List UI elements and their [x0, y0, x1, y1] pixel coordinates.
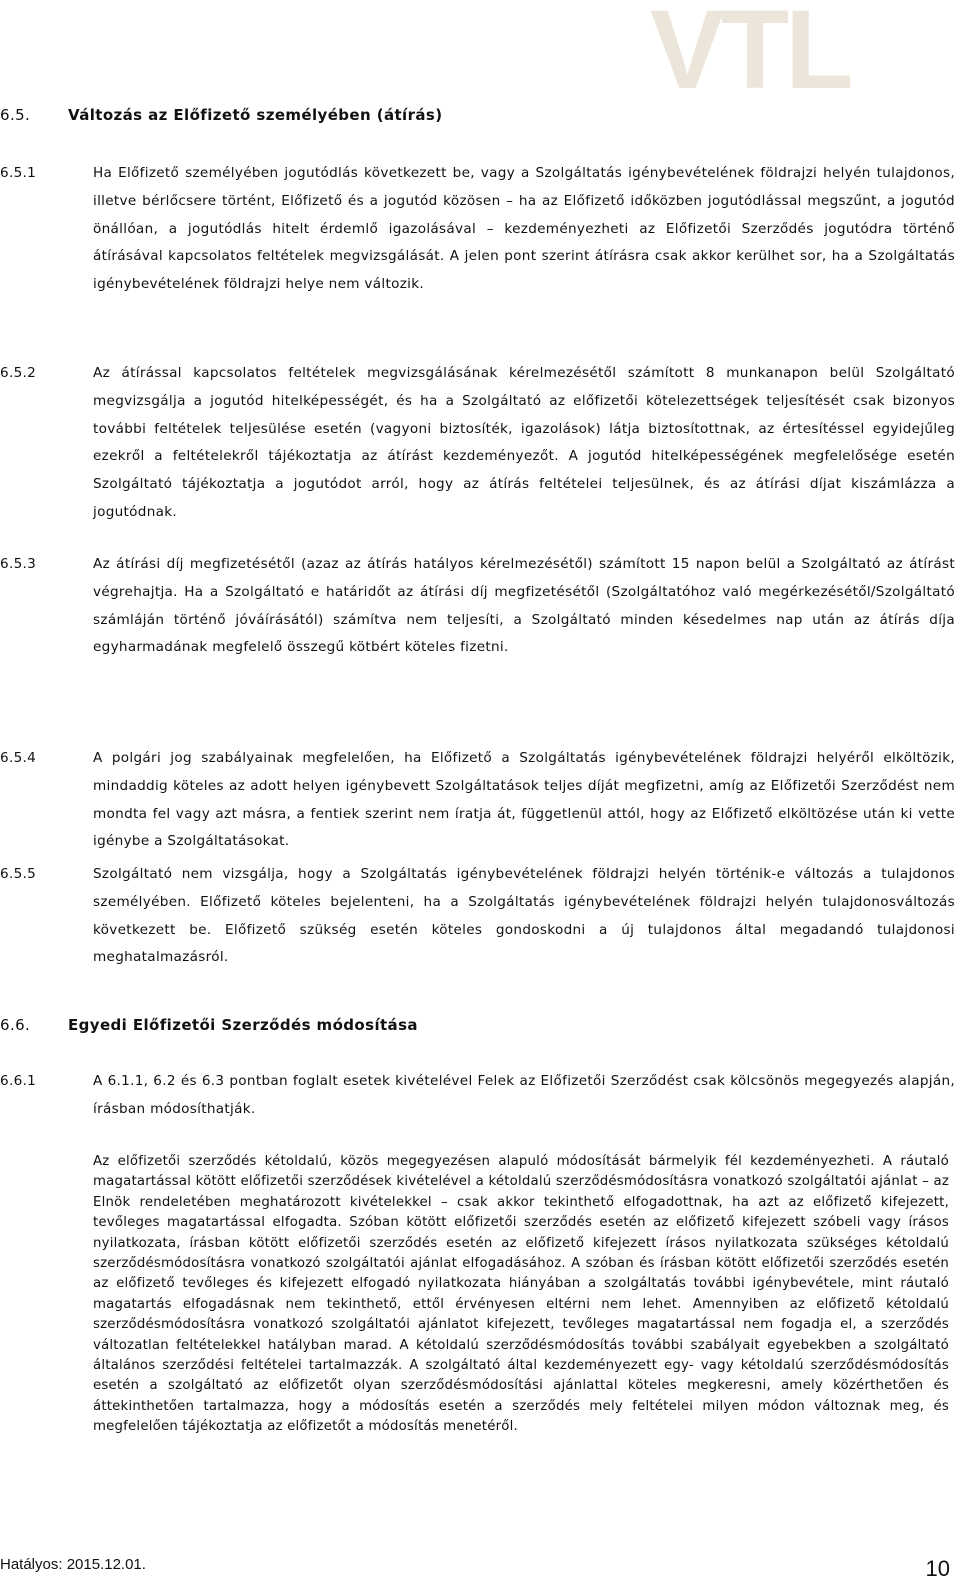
- clause-number: 6.5.3: [0, 556, 37, 572]
- clause-6-5-5: [0, 861, 955, 972]
- clause-6-6-1: [0, 1068, 955, 1124]
- clause-text: Ha Előfizető személyében jogutódlás következett be, vagy a Szolgáltatás igénybevételének földrajzi helyén tulajdonos, illetve bérlőcsere történt, Előfizető és a jogutód közösen – ha az Előfizető időközben jogutódlással megszűnt, a jogutód önállóan, a jogutódlás hitelt érdemlő igazolásával – kezdeményezheti az Előfizetői Szerződés jogutódra történő átírásával kapcsolatos feltételek megvizsgálását. A jelen pont szerint átírásra csak akkor kerülhet sor, ha a Szolgáltatás igénybevételének földrajzi helye nem változik.: [93, 165, 955, 293]
- vtl-logo-watermark: VTL: [650, 0, 850, 112]
- clause-text: A polgári jog szabályainak megfelelően, ha Előfizető a Szolgáltatás igénybevételének földrajzi helyéről elköltözik, mindaddig köteles az adott helyen igénybevett Szolgáltatások teljes díját megfizetni, amíg az Előfizetői Szerződést nem mondta fel vagy azt másra, a fentiek szerint nem íratja át, függetlenül attól, hogy az Előfizető elköltözése után ki vette igénybe a Szolgáltatásokat.: [93, 750, 955, 850]
- clause-text: A 6.1.1, 6.2 és 6.3 pontban foglalt esetek kivételével Felek az Előfizetői Szerződést csak kölcsönös megegyezés alapján, írásban módosíthatják.: [93, 1073, 955, 1117]
- section-heading-6-5: [0, 105, 443, 125]
- clause-6-5-3: [0, 551, 955, 662]
- clause-number: 6.5.2: [0, 365, 37, 381]
- clause-6-5-4: [0, 745, 955, 856]
- clause-6-5-2: [0, 360, 955, 527]
- page-number: 10: [925, 1556, 950, 1581]
- clause-number: 6.5.4: [0, 750, 37, 766]
- section-number: 6.6.: [0, 1016, 31, 1034]
- section-heading-6-6: [0, 1015, 418, 1035]
- clause-text: Az átírási díj megfizetésétől (azaz az átírás hatályos kérelmezésétől) számított 15 napon belül a Szolgáltató az átírást végrehajtja. Ha a Szolgáltató e határidőt az átírási díj megfizetésétől (Szolgáltatóhoz való megérkezésétől/Szolgáltató számláján történő jóváírásától) számítva nem teljesíti, a Szolgáltató minden késedelmes nap után az átírás díja egyharmadának megfelelő összegű kötbért köteles fizetni.: [93, 556, 955, 656]
- section-number: 6.5.: [0, 106, 31, 124]
- clause-number: 6.5.1: [0, 165, 37, 181]
- section-title: Változás az Előfizető személyében (átírás): [68, 106, 443, 124]
- clause-number: 6.5.5: [0, 866, 37, 882]
- clause-6-5-1: [0, 160, 955, 299]
- clause-text: Szolgáltató nem vizsgálja, hogy a Szolgáltatás igénybevételének földrajzi helyén történik-e változás a tulajdonos személyében. Előfizető köteles bejelenteni, ha a Szolgáltatás igénybevételének földrajzi helyén tulajdonosváltozás következett be. Előfizető szükség esetén köteles gondoskodni a új tulajdonos által megadandó tulajdonosi meghatalmazásról.: [93, 866, 955, 966]
- clause-number: 6.6.1: [0, 1073, 37, 1089]
- clause-text: Az átírással kapcsolatos feltételek megvizsgálásának kérelmezésétől számított 8 munkanapon belül Szolgáltató megvizsgálja a jogutód hitelképességét, és ha a Szolgáltató az előfizetői kötelezettségek teljesítését csak bizonyos további feltételek teljesülése esetén (vagyoni biztosíték, igazolások) látja biztosítottnak, az értesítéssel egyidejűleg ezekről a feltételekről tájékoztatja az átírást kezdeményezőt. A jogutód hitelképességének megfelelősége esetén Szolgáltató tájékoztatja a jogutódot arról, hogy az átírás feltételei teljesülnek, és az átírási díjat kiszámlázza a jogutódnak.: [93, 365, 955, 520]
- effective-date: Hatályos: 2015.12.01.: [0, 1556, 146, 1573]
- contract-modification-paragraph: Az előfizetői szerződés kétoldalú, közös megegyezésen alapuló módosítását bármelyik fél kezdeményezheti. A ráutaló magatartással kötött előfizetői szerződések kivételével a kétoldalú szerződésmódosításra vonatkozó szolgáltatói ajánlat – az Elnök rendeletében meghatározott kivételekkel – csak akkor tekinthető elfogadottnak, ha azt az előfizető kifejezett, tevőleges magatartással elfogadta. Szóban kötött előfizetői szerződés esetén az előfizető kifejezett szóbeli vagy írásos nyilatkozata, írásban kötött előfizetői szerződés esetén az előfizető kifejezett írásos nyilatkozata szükséges kétoldalú szerződésmódosításra vonatkozó szolgáltatói ajánlat elfogadásához. A szóban és írásban kötött előfizetői szerződés esetén az előfizető tevőleges és kifejezett elfogadó nyilatkozata hiányában a szolgáltatás további igénybevétele, mint ráutaló magatartás elfogadásnak nem tekinthető, ettől érvényesen eltérni nem lehet. Amennyiben az előfizető kétoldalú szerződésmódosításra vonatkozó szolgáltatói ajánlatot kifejezett, tevőleges magatartással nem fogadja el, a szerződés változatlan feltételekkel hatályban marad. A kétoldalú szerződésmódosítás további szabályait egyebekben a szolgáltató általános szerződési feltételei tartalmazzák. A szolgáltató által kezdeményezett egy- vagy kétoldalú szerződésmódosítás esetén a szolgáltató az előfizetőt olyan szerződésmódosítási ajánlattal köteles megkeresni, amely közérthetően és áttekinthetően tartalmazza, hogy a módosítás esetén a szerződés mely feltételei milyen módon változnak meg, és megfelelően tájékoztatja az előfizetőt a módosítás menetéről.: [93, 1154, 949, 1435]
- section-title: Egyedi Előfizetői Szerződés módosítása: [68, 1016, 418, 1034]
